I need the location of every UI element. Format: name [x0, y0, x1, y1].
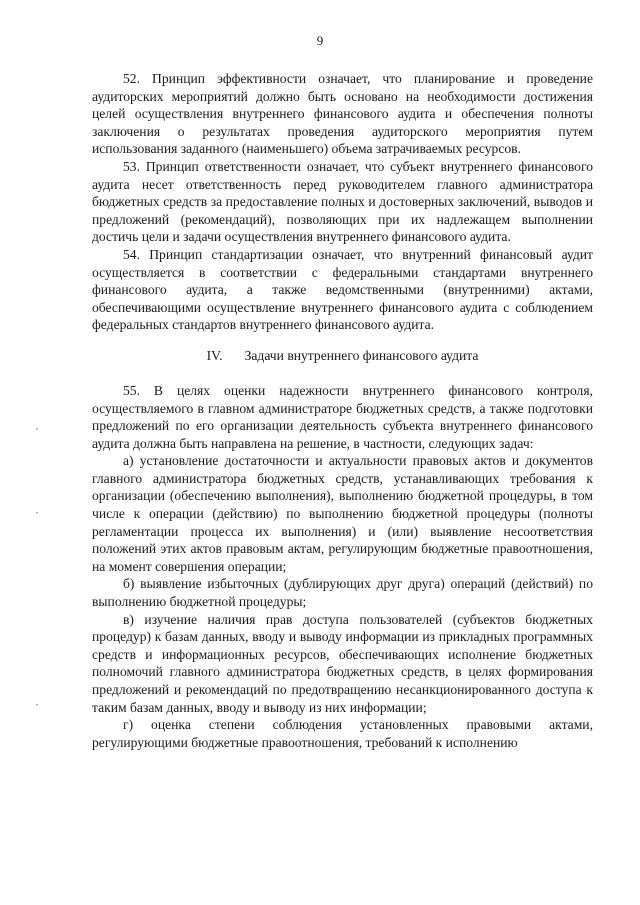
paragraph-54: 54. Принцип стандартизации означает, что внутренний финансовый аудит осуществляется в соответствии с федеральными стандартами внутреннего финансового аудита, а также ведомственными (внутренними) актами, обеспечивающими осуществление внутреннего финансового аудита с соблюдением федеральных стандартов внутреннего финансового аудита.	[92, 246, 593, 333]
section-title: Задачи внутреннего финансового аудита	[244, 347, 479, 363]
scan-speck	[36, 704, 38, 706]
section-number: IV.	[206, 347, 223, 363]
subparagraph-g: г) оценка степени соблюдения установленных правовыми актами, регулирующими бюджетные правоотношения, требований к исполнению	[92, 717, 593, 750]
paragraph-52: 52. Принцип эффективности означает, что планирование и проведение аудиторских мероприятий должно быть основано на необходимости достижения целей осуществления внутреннего финансового аудита и обеспечения полноты заключения о результатах проведения аудиторского мероприятия путем использования заданного (наименьшего) объема затрачиваемых ресурсов.	[92, 71, 593, 157]
paragraph-55: 55. В целях оценки надежности внутреннего финансового контроля, осуществляемого в главном администраторе бюджетных средств, а также подготовки предложений по его организации деятельность субъекта внутреннего финансового аудита должна быть направлена на решение, в частности, следующих задач:	[92, 382, 593, 451]
subparagraph-a: а) установление достаточности и актуальности правовых актов и документов главного администратора бюджетных средств, устанавливающих требования к организации (обеспечению выполнения), выполнению бюджетной процедуры, в том числе к операции (действию) по выполнению бюджетной процедуры (полноты регламентации процесса их выполнения) и (или) выявление несоответствия положений этих актов правовым актам, регулирующим бюджетные правоотношения, на момент совершения операции;	[92, 453, 593, 574]
page-number: 9	[316, 33, 324, 48]
subparagraph-v: в) изучение наличия прав доступа пользователей (субъектов бюджетных процедур) к базам данных, вводу и выводу информации из прикладных программных средств и информационных ресурсов, обеспечивающих исполнение бюджетных полномочий главного администратора бюджетных средств, в целях формирования предложений и рекомендаций по предотвращению несанкционированного доступа к таким базам данных, вводу и выводу из них информации;	[92, 611, 593, 715]
section-heading	[92, 347, 593, 365]
document-body	[92, 70, 593, 751]
scan-speck	[36, 512, 38, 514]
paragraph-53: 53. Принцип ответственности означает, что субъект внутреннего финансового аудита несет ответственность перед руководителем главного администратора бюджетных средств за предоставление полных и достоверных заключений, выводов и предложений (рекомендаций), позволяющих при их надлежащем выполнении достичь цели и задачи осуществления внутреннего финансового аудита.	[92, 158, 593, 245]
subparagraph-b: б) выявление избыточных (дублирующих друг друга) операций (действий) по выполнению бюджетной процедуры;	[92, 576, 593, 610]
scan-speck	[36, 428, 38, 430]
